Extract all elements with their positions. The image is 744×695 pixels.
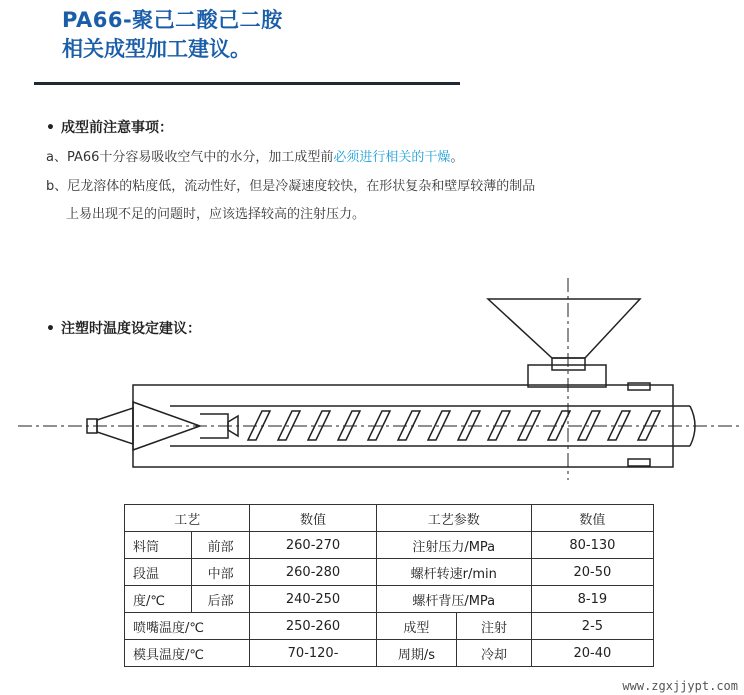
section-heading-text: 成型前注意事项： [60, 120, 173, 136]
title-divider [34, 82, 460, 85]
table-cell: 250-260 [250, 613, 376, 640]
note-a-end: 。 [450, 150, 464, 165]
hopper-icon [488, 299, 640, 358]
page-title: PA66-聚己二酸己二胺 [62, 8, 283, 32]
table-cell: 80-130 [531, 532, 653, 559]
table-cell: 注射压力/MPa [376, 532, 531, 559]
table-cell: 冷却 [457, 640, 532, 667]
section-heading-text: 注塑时温度设定建议： [60, 321, 201, 337]
note-a-highlight: 必须进行相关的干燥 [333, 150, 451, 165]
feed-block [528, 365, 606, 387]
table-cell: 料筒 [125, 532, 192, 559]
table-cell: 喷嘴温度/℃ [125, 613, 250, 640]
table-cell: 成型 [376, 613, 457, 640]
table-header-row [125, 505, 654, 532]
section-heading-pre-molding [46, 117, 173, 137]
note-b-line2: 上易出现不足的问题时，应该选择较高的注射压力。 [66, 207, 366, 222]
bullet-icon: • [46, 321, 55, 337]
barrel-clamp-bottom [628, 459, 650, 466]
table-cell: 周期/s [376, 640, 457, 667]
injection-machine-diagram [0, 270, 744, 480]
table-cell: 螺杆转速r/min [376, 559, 531, 586]
table-cell: 前部 [191, 532, 250, 559]
site-watermark: www.zgxjjypt.com [622, 679, 738, 693]
parameter-table [124, 504, 654, 667]
table-cell: 注射 [457, 613, 532, 640]
table-cell: 70-120- [250, 640, 376, 667]
table-cell: 2-5 [531, 613, 653, 640]
table-row [125, 532, 654, 559]
note-a-text: a、PA66十分容易吸收空气中的水分，加工成型前 [46, 150, 334, 165]
page-subtitle: 相关成型加工建议。 [62, 37, 251, 61]
table-cell: 模具温度/℃ [125, 640, 250, 667]
table-header-cell: 工艺 [125, 505, 250, 532]
table-row [125, 640, 654, 667]
table-header-cell: 数值 [250, 505, 376, 532]
table-cell: 260-280 [250, 559, 376, 586]
table-cell: 段温 [125, 559, 192, 586]
note-b-line1: b、尼龙溶体的粘度低，流动性好，但是冷凝速度较快，在形状复杂和壁厚较薄的制品 [46, 179, 536, 194]
table-row [125, 586, 654, 613]
bullet-icon: • [46, 120, 55, 136]
table-cell: 后部 [191, 586, 250, 613]
table-cell: 20-40 [531, 640, 653, 667]
table-cell: 260-270 [250, 532, 376, 559]
table-cell: 中部 [191, 559, 250, 586]
table-header-cell: 数值 [531, 505, 653, 532]
table-cell: 螺杆背压/MPa [376, 586, 531, 613]
table-header-cell: 工艺参数 [376, 505, 531, 532]
table-cell: 8-19 [531, 586, 653, 613]
table-cell: 240-250 [250, 586, 376, 613]
table-cell: 20-50 [531, 559, 653, 586]
table-row [125, 613, 654, 640]
barrel-clamp-top [628, 383, 650, 390]
table-row [125, 559, 654, 586]
note-a [46, 146, 463, 165]
table-cell: 度/℃ [125, 586, 192, 613]
